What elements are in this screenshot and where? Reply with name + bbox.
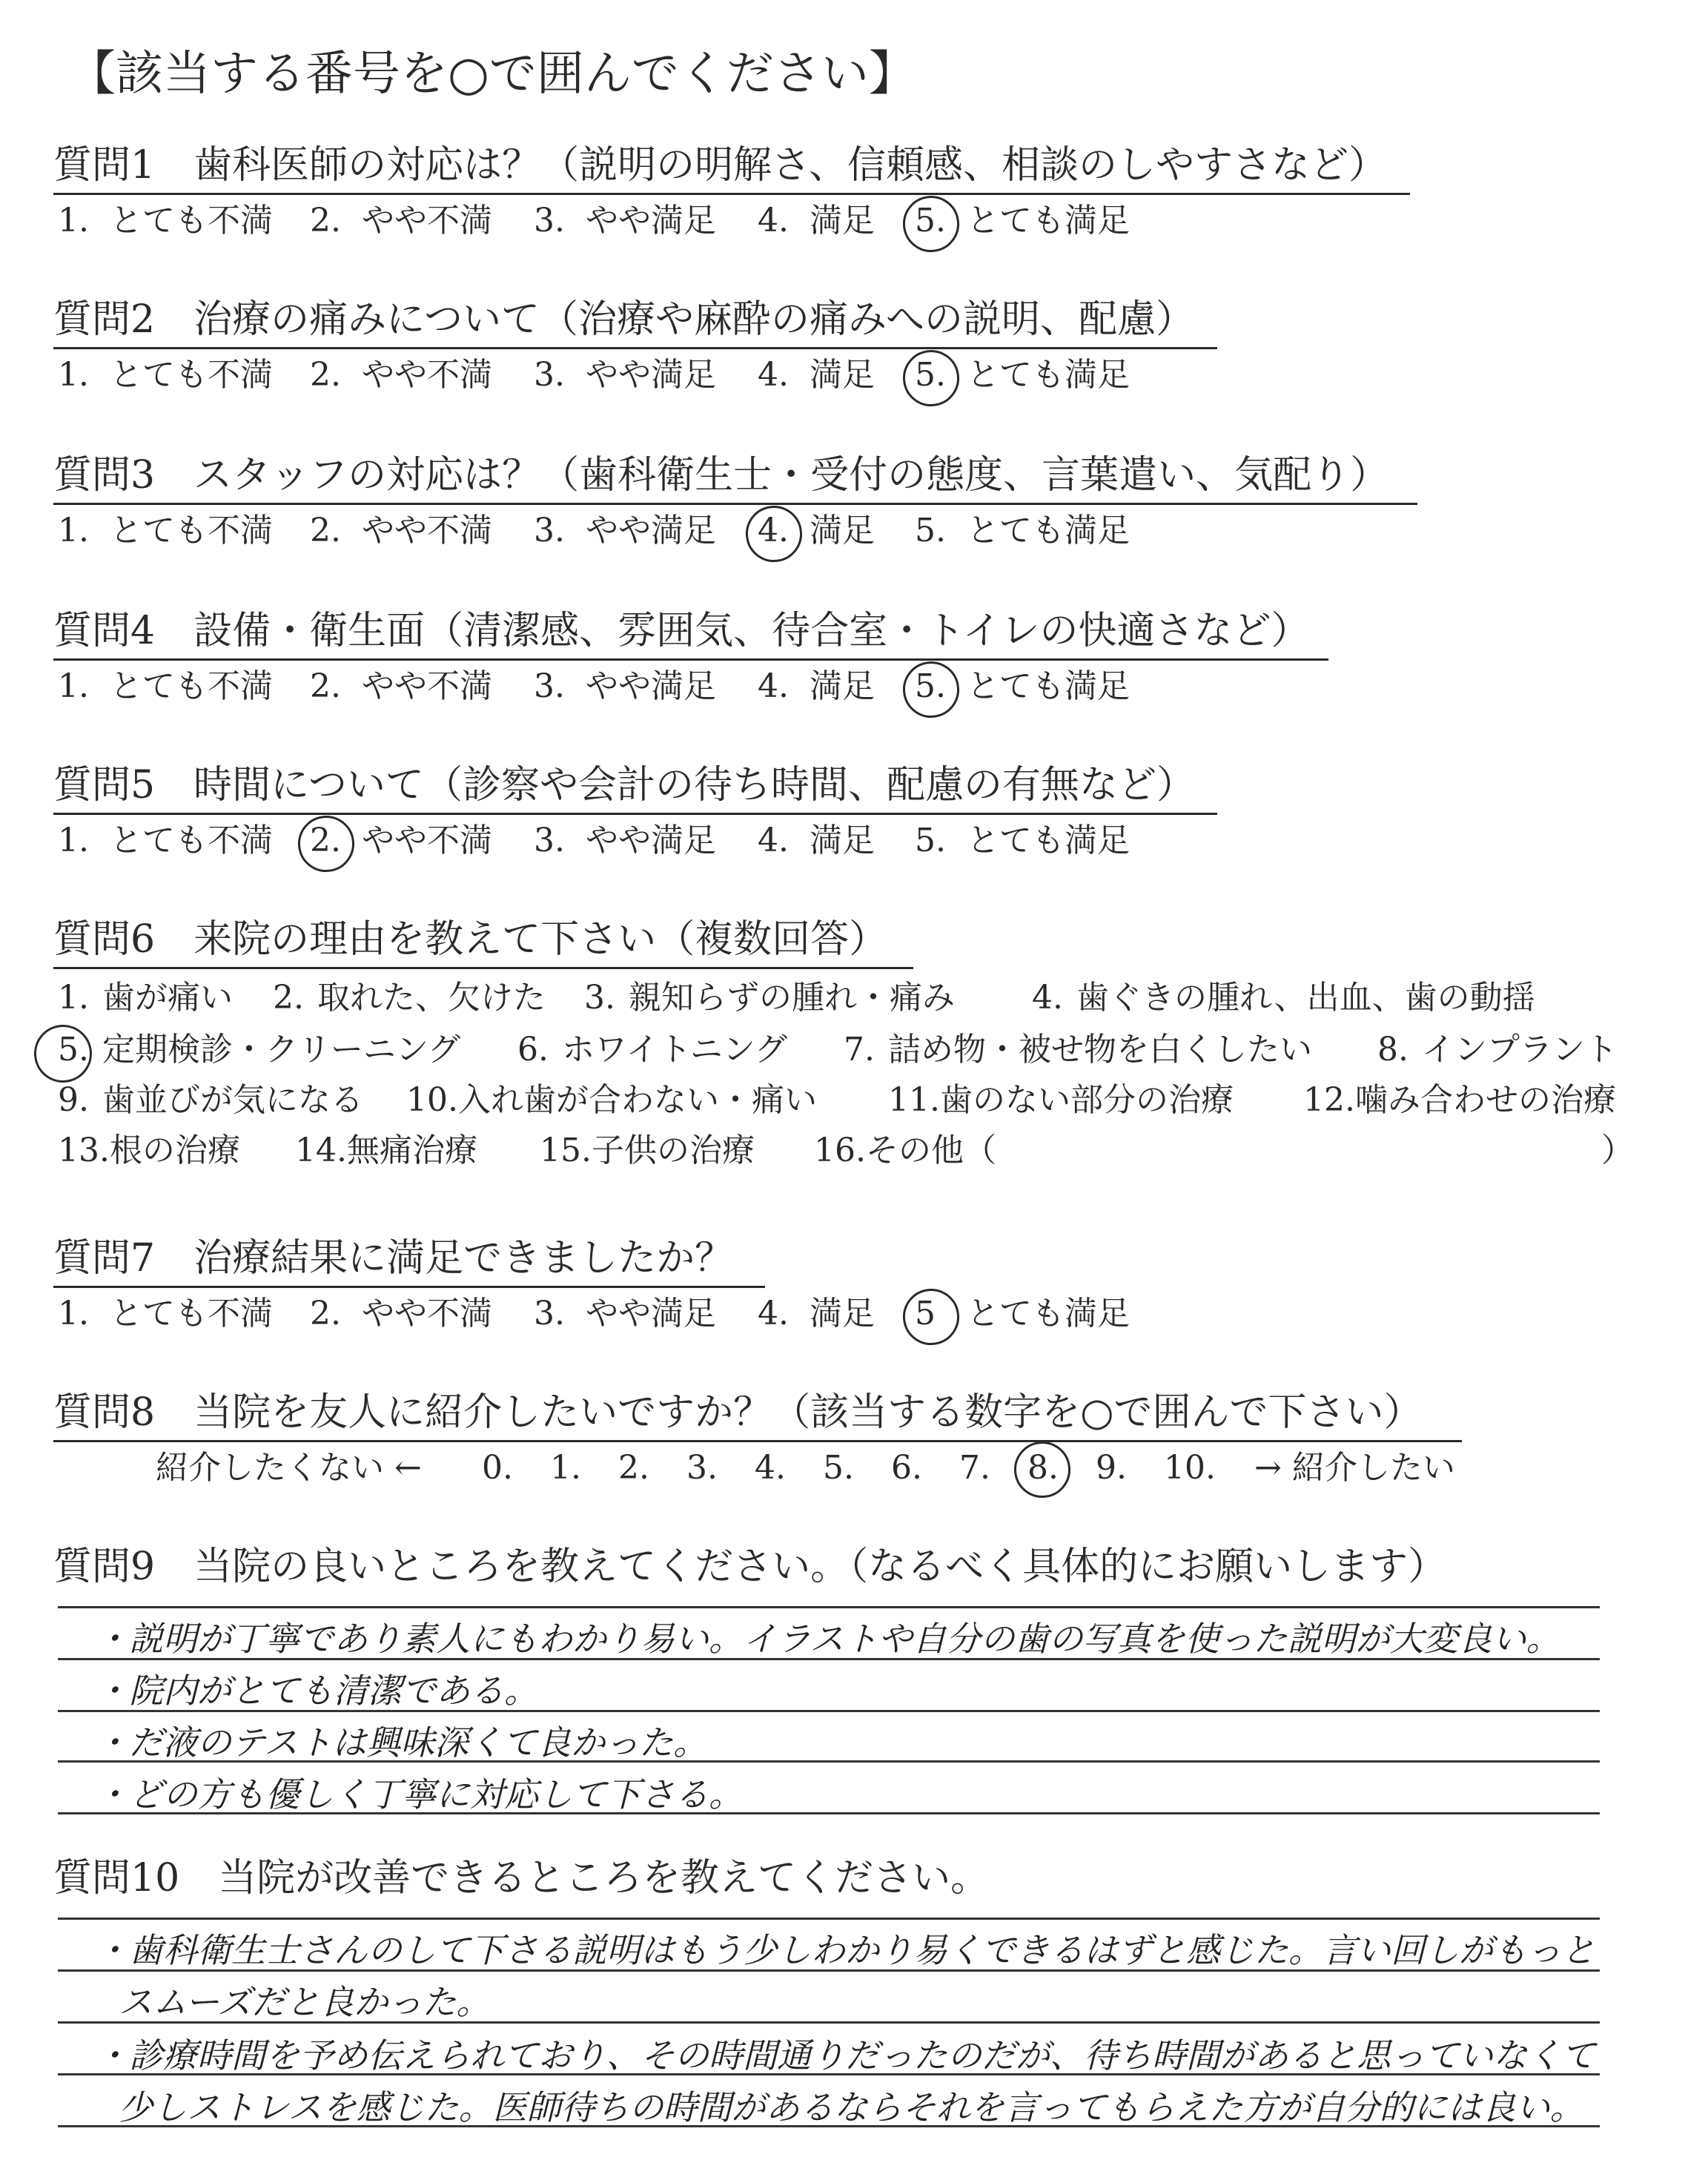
- option-number: 4.: [758, 822, 789, 859]
- scale-option[interactable]: 4.: [755, 1449, 786, 1487]
- option-number: 5.: [915, 202, 946, 240]
- scale-option[interactable]: 9.: [1096, 1449, 1127, 1487]
- option-number: 5: [915, 1295, 936, 1332]
- option-number: 1.: [58, 822, 89, 859]
- reason-number: 13.: [58, 1132, 110, 1169]
- option-label[interactable]: やや不満: [362, 512, 492, 549]
- option-label[interactable]: やや不満: [362, 1295, 492, 1332]
- option-label[interactable]: とても満足: [967, 822, 1130, 859]
- option-number: 2.: [310, 512, 341, 549]
- question-title: 質問6 来院の理由を教えて下さい（複数回答）: [53, 917, 888, 962]
- scale-left-label: 紹介したくない ←: [156, 1449, 422, 1487]
- reason-number: 16.: [814, 1132, 866, 1169]
- option-label[interactable]: 満足: [810, 202, 875, 240]
- scale-option[interactable]: 10.: [1164, 1449, 1216, 1487]
- reason-number: 9.: [58, 1081, 89, 1119]
- option-label[interactable]: とても満足: [967, 667, 1130, 705]
- option-number: 1.: [58, 202, 89, 240]
- reason-number: 6.: [517, 1031, 549, 1069]
- option-label[interactable]: やや満足: [586, 667, 716, 705]
- option-number: 5.: [915, 822, 946, 859]
- reason-label[interactable]: ホワイトニング: [562, 1031, 788, 1069]
- option-number: 5.: [915, 356, 946, 394]
- option-label[interactable]: とても満足: [967, 202, 1130, 240]
- selection-circle: [1010, 1438, 1074, 1502]
- option-number: 2.: [310, 202, 341, 240]
- handwritten-answer: ・だ液のテストは興味深くて良かった。: [95, 1723, 708, 1763]
- scale-option[interactable]: 0.: [482, 1449, 513, 1487]
- handwritten-answer: ・診療時間を予め伝えられており、その時間通りだったのだが、待ち時間があると思っていなくて: [95, 2035, 1595, 2075]
- reason-label[interactable]: 子供の治療: [592, 1132, 755, 1169]
- reason-number: 15.: [540, 1132, 592, 1169]
- option-label[interactable]: とても不満: [110, 512, 273, 549]
- option-label[interactable]: とても不満: [110, 1295, 273, 1332]
- question-underline: [53, 967, 913, 969]
- reason-label[interactable]: 親知らずの腫れ・痛み: [629, 979, 955, 1017]
- reason-label[interactable]: 噛み合わせの治療: [1355, 1081, 1616, 1119]
- option-number: 3.: [534, 512, 565, 549]
- option-label[interactable]: やや満足: [586, 822, 716, 859]
- question-title: 質問5 時間について（診察や会計の待ち時間、配慮の有無など）: [53, 763, 1196, 807]
- option-number: 3.: [534, 1295, 565, 1332]
- handwritten-answer: ・歯科衛生士さんのして下さる説明はもう少しわかり易くできるはずと感じた。言い回しがもっと: [95, 1930, 1595, 1970]
- reason-label[interactable]: 入れ歯が合わない・痛い: [458, 1081, 817, 1119]
- option-number: 3.: [534, 822, 565, 859]
- option-label[interactable]: 満足: [810, 822, 875, 859]
- option-number: 1.: [58, 1295, 89, 1332]
- reason-number: 1.: [58, 979, 89, 1017]
- reason-number: 12.: [1303, 1081, 1355, 1119]
- question-title: 質問7 治療結果に満足できましたか？: [53, 1236, 734, 1281]
- option-label[interactable]: とても満足: [967, 512, 1130, 549]
- option-label[interactable]: やや満足: [586, 356, 716, 394]
- question-underline: [53, 193, 1410, 195]
- reason-label[interactable]: 歯が痛い: [102, 979, 233, 1017]
- question-title: 質問3 スタッフの対応は？（歯科衛生士・受付の態度、言葉遣い、気配り）: [53, 453, 1389, 498]
- option-label[interactable]: やや不満: [362, 667, 492, 705]
- reason-label[interactable]: 取れた、欠けた: [317, 979, 546, 1017]
- reason-label[interactable]: 歯のない部分の治療: [940, 1081, 1234, 1119]
- option-label[interactable]: やや不満: [362, 822, 492, 859]
- reason-label[interactable]: 詰め物・被せ物を白くしたい: [888, 1031, 1312, 1069]
- option-label[interactable]: やや満足: [586, 1295, 716, 1332]
- scale-option[interactable]: 6.: [891, 1449, 922, 1487]
- question-underline: [53, 1440, 1462, 1442]
- reason-number: 5.: [58, 1031, 89, 1069]
- option-number: 3.: [534, 202, 565, 240]
- option-number: 2.: [310, 356, 341, 394]
- reason-number: 3.: [584, 979, 615, 1017]
- handwritten-answer: ・説明が丁寧であり素人にもわかり易い。イラストや自分の歯の写真を使った説明が大変良い。: [95, 1619, 1560, 1659]
- reason-number: 11.: [888, 1081, 940, 1119]
- option-number: 4.: [758, 202, 789, 240]
- reason-number: 8.: [1377, 1031, 1409, 1069]
- selection-circle: [899, 192, 963, 256]
- reason-number: 7.: [844, 1031, 875, 1069]
- handwritten-answer: ・どの方も優しく丁寧に対応して下さる。: [95, 1774, 743, 1814]
- selection-circle: [899, 1285, 963, 1349]
- option-number: 4.: [758, 356, 789, 394]
- other-close-paren: ）: [1601, 1132, 1634, 1169]
- option-number: 4.: [758, 667, 789, 705]
- option-label[interactable]: 満足: [810, 667, 875, 705]
- reason-label[interactable]: 定期検診・クリーニング: [102, 1031, 461, 1069]
- option-label[interactable]: とても不満: [110, 202, 273, 240]
- question-title: 質問9 当院の良いところを教えてください。（なるべく具体的にお願いします）: [53, 1545, 1447, 1589]
- option-number: 3.: [534, 356, 565, 394]
- question-title: 質問2 治療の痛みについて（治療や麻酔の痛みへの説明、配慮）: [53, 297, 1195, 342]
- scale-right-label: → 紹介したい: [1254, 1449, 1455, 1487]
- reason-number: 14.: [295, 1132, 347, 1169]
- scale-option[interactable]: 7.: [959, 1449, 990, 1487]
- selection-circle: [294, 812, 358, 876]
- option-label[interactable]: 満足: [810, 1295, 875, 1332]
- option-number: 1.: [58, 512, 89, 549]
- question-title: 質問8 当院を友人に紹介したいですか？（該当する数字を○で囲んで下さい）: [53, 1390, 1423, 1435]
- option-label[interactable]: 満足: [810, 512, 875, 549]
- selection-circle: [899, 346, 963, 410]
- reason-number: 10.: [406, 1081, 458, 1119]
- option-number: 3.: [534, 667, 565, 705]
- scale-option[interactable]: 8.: [1027, 1449, 1059, 1487]
- scale-option[interactable]: 5.: [823, 1449, 854, 1487]
- option-number: 5.: [915, 512, 946, 549]
- question-underline: [53, 813, 1217, 815]
- reason-number: 4.: [1032, 979, 1063, 1017]
- option-label[interactable]: やや満足: [586, 512, 716, 549]
- scale-option[interactable]: 2.: [618, 1449, 649, 1487]
- option-number: 1.: [58, 667, 89, 705]
- selection-circle: [899, 658, 963, 721]
- reason-label[interactable]: 歯ぐきの腫れ、出血、歯の動揺: [1076, 979, 1535, 1017]
- option-label[interactable]: とても満足: [967, 356, 1130, 394]
- selection-circle: [742, 502, 806, 566]
- answer-line: [58, 1918, 1600, 1920]
- option-label[interactable]: やや満足: [586, 202, 716, 240]
- option-label[interactable]: とても満足: [967, 1295, 1130, 1332]
- handwritten-answer: ・院内がとても清潔である。: [95, 1671, 538, 1711]
- option-label[interactable]: とても不満: [110, 667, 273, 705]
- option-number: 2.: [310, 667, 341, 705]
- option-number: 2.: [310, 1295, 341, 1332]
- question-title: 質問10 当院が改善できるところを教えてください。: [53, 1856, 990, 1900]
- reason-label[interactable]: 根の治療: [110, 1132, 240, 1169]
- reason-label[interactable]: 無痛治療: [347, 1132, 477, 1169]
- reason-label[interactable]: 歯並びが気になる: [102, 1081, 363, 1119]
- option-label[interactable]: やや不満: [362, 202, 492, 240]
- option-label[interactable]: とても不満: [110, 822, 273, 859]
- page-title: 【該当する番号を○で囲んでください】: [68, 47, 916, 102]
- handwritten-answer: スムーズだと良かった。: [119, 1982, 491, 2022]
- question-underline: [53, 658, 1328, 661]
- option-number: 4.: [758, 512, 789, 549]
- reason-number: 2.: [273, 979, 304, 1017]
- question-title: 質問1 歯科医師の対応は？（説明の明解さ、信頼感、相談のしやすさなど）: [53, 143, 1388, 188]
- option-label[interactable]: やや不満: [362, 356, 492, 394]
- option-number: 1.: [58, 356, 89, 394]
- reason-label[interactable]: その他（: [866, 1132, 996, 1169]
- question-underline: [53, 347, 1217, 349]
- option-label[interactable]: 満足: [810, 356, 875, 394]
- handwritten-answer: 少しストレスを感じた。医師待ちの時間があるならそれを言ってもらえた方が自分的には良い。: [119, 2087, 1584, 2127]
- scale-option[interactable]: 3.: [686, 1449, 718, 1487]
- scale-option[interactable]: 1.: [550, 1449, 581, 1487]
- option-label[interactable]: とても不満: [110, 356, 273, 394]
- question-title: 質問4 設備・衛生面（清潔感、雰囲気、待合室・トイレの快適さなど）: [53, 609, 1310, 653]
- reason-label[interactable]: インプラント: [1422, 1031, 1618, 1069]
- option-number: 4.: [758, 1295, 789, 1332]
- option-number: 5.: [915, 667, 946, 705]
- option-number: 2.: [310, 822, 341, 859]
- question-underline: [53, 1286, 765, 1288]
- question-underline: [53, 503, 1417, 505]
- answer-line: [58, 1606, 1600, 1608]
